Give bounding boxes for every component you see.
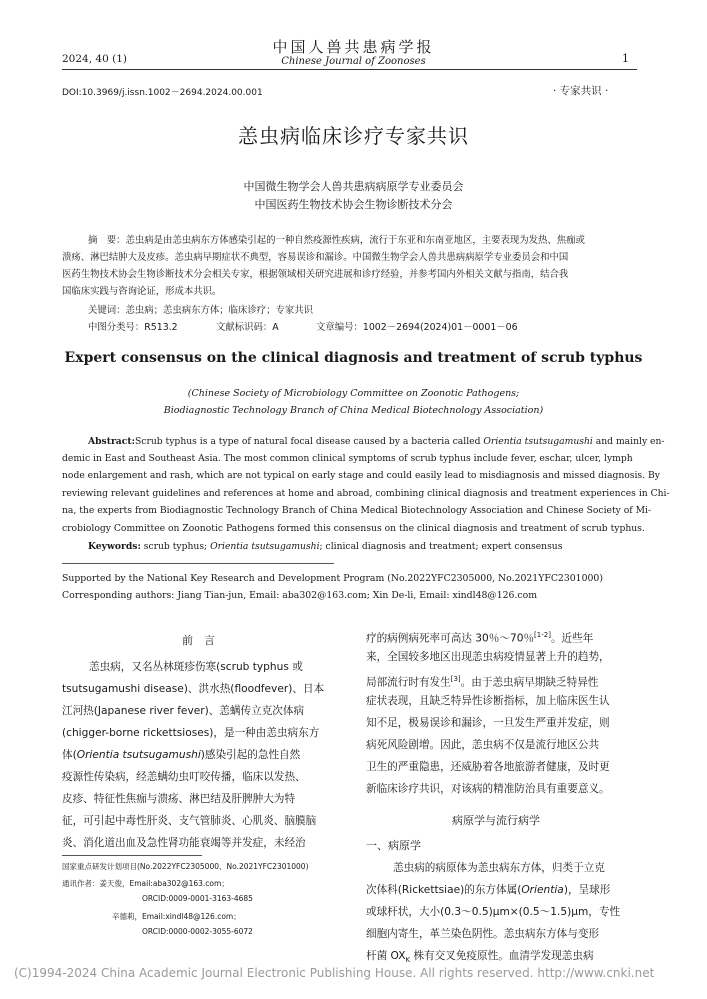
preface-line-3: 江河热(Japanese river fever)、恙螨传立克次体病 [62, 705, 305, 717]
pathogen-line-2: 次体科(Rickettsiae)的东方体属(Orientia)，呈球形 [366, 884, 611, 896]
abstract-cn-label: 摘 要： [88, 235, 126, 246]
footnote-rule [62, 855, 202, 856]
section-heading-etiology: 病原学与流行病学 [452, 814, 540, 827]
preface-line-7: 皮疹、特征性焦痂与溃疡、淋巴结及肝脾肿大为特 [62, 793, 296, 805]
volume-issue: 2024, 40 (1) [62, 53, 127, 65]
section-heading-preface: 前 言 [182, 634, 215, 647]
abstract-en-label: Abstract: [88, 436, 135, 447]
journal-title-cn: 中国人兽共患病学报 [272, 38, 435, 56]
copyright-watermark: (C)1994-2024 China Academic Journal Electronic Publishing House. All rights reserved. http://www.cnki.net [14, 966, 655, 980]
doi: DOI:10.3969/j.issn.1002－2694.2024.00.001 [62, 88, 263, 98]
right-line-5: 知不足，极易误诊和漏诊，一旦发生严重并发症，则 [366, 717, 610, 729]
article-title-cn: 恙虫病临床诊疗专家共识 [238, 124, 469, 148]
preface-line-8: 征，可引起中毒性肝炎、支气管肺炎、心肌炎、脑膜脑 [62, 815, 317, 827]
pathogen-line-1: 恙虫病的病原体为恙虫病东方体，归类于立克 [393, 862, 605, 874]
abstract-en-line-1: Abstract:Scrub typhus is a type of natural focal disease caused by a bacteria called Orientia tsutsugamushi and mainly en- [88, 436, 665, 447]
keywords-en: Keywords: scrub typhus; Orientia tsutsugamushi; clinical diagnosis and treatment; expert consensus [88, 541, 563, 552]
right-line-3: 局部流行时有发生[3]。由于恙虫病早期缺乏特异性 [366, 675, 599, 689]
article-number: 文章编号：1002－2694(2024)01－0001－06 [316, 322, 518, 333]
header-rule [62, 69, 637, 70]
abstract-cn-line-3: 医药生物技术协会生物诊断技术分会相关专家，根据领域相关研究进展和诊疗经验，并参考国内外相关文献与指南，结合我 [62, 269, 569, 280]
page-number: 1 [622, 52, 629, 65]
pathogen-line-5: 杆菌 $OX_K$ 株有交叉免疫原性。血清学发现恙虫病 [366, 950, 594, 965]
subsection-heading-pathogen: 一、病原学 [366, 839, 421, 852]
section-divider [62, 563, 334, 564]
preface-line-2: tsutsugamushi disease)、洪水热(floodfever)、日本 [62, 683, 325, 695]
citation-3: [3] [450, 675, 461, 683]
preface-line-5: 体(Orientia tsutsugamushi)感染引起的急性自然 [62, 749, 301, 761]
affiliation-cn-2: 中国医药生物技术协会生物诊断技术分会 [254, 198, 453, 211]
abstract-cn-line-1: 摘 要：恙虫病是由恙虫病东方体感染引起的一种自然疫源性疾病，流行于东亚和东南亚地区，主要表现为发热、焦痂或 [88, 235, 585, 246]
right-line-1: 疗的病例病死率可高达 30％～70％[1-2]。近些年 [366, 631, 594, 645]
preface-line-4: (chigger-borne rickettsioses)，是一种由恙虫病东方 [62, 727, 320, 739]
keywords-cn: 关键词：恙虫病；恙虫病东方体；临床诊疗；专家共识 [88, 305, 314, 316]
affiliation-cn-1: 中国微生物学会人兽共患病病原学专业委员会 [243, 180, 464, 193]
footnote-funding: 国家重点研发计划项目(No.2022YFC2305000、No.2021YFC2301000) [62, 862, 309, 871]
abstract-en-line-3: node enlargement and rash, which are not typical on early stage and could easily lead to misdiagnosis and missed diagnosis. By [62, 470, 660, 481]
footnote-orcid-1: ORCID:0009-0001-3163-4685 [142, 894, 253, 903]
right-line-6: 病死风险剧增。因此，恙虫病不仅是流行地区公共 [366, 739, 600, 751]
citation-1-2: [1-2] [534, 631, 551, 639]
right-line-2: 来，全国较多地区出现恙虫病疫情显著上升的趋势， [366, 651, 610, 663]
abstract-cn-line-2: 溃疡、淋巴结肿大及皮疹。恙虫病早期症状不典型，容易误诊和漏诊。中国微生物学会人兽共患病病原学专业委员会和中国 [62, 252, 569, 263]
right-line-4: 症状表现，且缺乏特异性诊断指标，加上临床医生认 [366, 695, 610, 707]
clc-number: 中图分类号：R513.2 [88, 322, 178, 333]
abstract-en-line-5: na, the experts from Biodiagnostic Technology Branch of China Medical Biotechnology Association and Chinese Society of Mi- [62, 505, 652, 516]
article-title-en: Expert consensus on the clinical diagnosis and treatment of scrub typhus [64, 350, 643, 366]
pathogen-line-3: 或球杆状，大小(0.3～0.5)μm×(0.5～1.5)μm，专性 [366, 906, 621, 918]
preface-line-1: 恙虫病，又名丛林斑疹伤寒(scrub typhus 或 [89, 661, 303, 673]
abstract-en-line-4: reviewing relevant guidelines and references at home and abroad, combining clinical diagnosis and treatment experiences in Chi- [62, 488, 670, 499]
funding-line: Supported by the National Key Research and Development Program (No.2022YFC2305000, No.2021YFC2301000) [62, 573, 603, 584]
pathogen-line-4: 细胞内寄生，革兰染色阴性。恙虫病东方体与变形 [366, 928, 600, 940]
abstract-en-line-2: demic in East and Southeast Asia. The most common clinical symptoms of scrub typhus include fever, eschar, ulcer, lymph [62, 453, 633, 464]
footnote-orcid-2: ORCID:0000-0002-3055-6072 [142, 927, 253, 936]
affiliation-en-2: Biodiagnostic Technology Branch of China Medical Biotechnology Association) [163, 405, 544, 416]
right-line-8: 新临床诊疗共识，对该病的精准防治具有重要意义。 [366, 783, 610, 795]
abstract-cn-line-4: 国临床实践与咨询论证，形成本共识。 [62, 286, 222, 297]
footnote-author-2: 辛德莉，Email:xindl48@126.com； [112, 912, 241, 921]
abstract-en-line-6: crobiology Committee on Zoonotic Pathogens formed this consensus on the clinical diagnosis and treatment of scrub typhus. [62, 523, 645, 534]
affiliation-en-1: (Chinese Society of Microbiology Committee on Zoonotic Pathogens; [187, 388, 520, 399]
column-label: · 专家共识 · [553, 85, 609, 97]
right-line-7: 卫生的严重隐患，还威胁着各地旅游者健康，及时更 [366, 761, 610, 773]
document-code: 文献标识码：A [216, 322, 279, 333]
preface-line-9: 炎、消化道出血及急性肾功能衰竭等并发症，未经治 [62, 837, 306, 849]
preface-line-6: 疫源性传染病，经恙螨幼虫叮咬传播，临床以发热、 [62, 771, 306, 783]
footnote-author-1: 通讯作者：姜天俊，Email:aba302@163.com； [62, 879, 229, 888]
journal-title-en: Chinese Journal of Zoonoses [281, 56, 426, 67]
corresponding-authors-line: Corresponding authors: Jiang Tian-jun, Email: aba302@163.com; Xin De-li, Email: xindl48@126.com [62, 590, 538, 601]
